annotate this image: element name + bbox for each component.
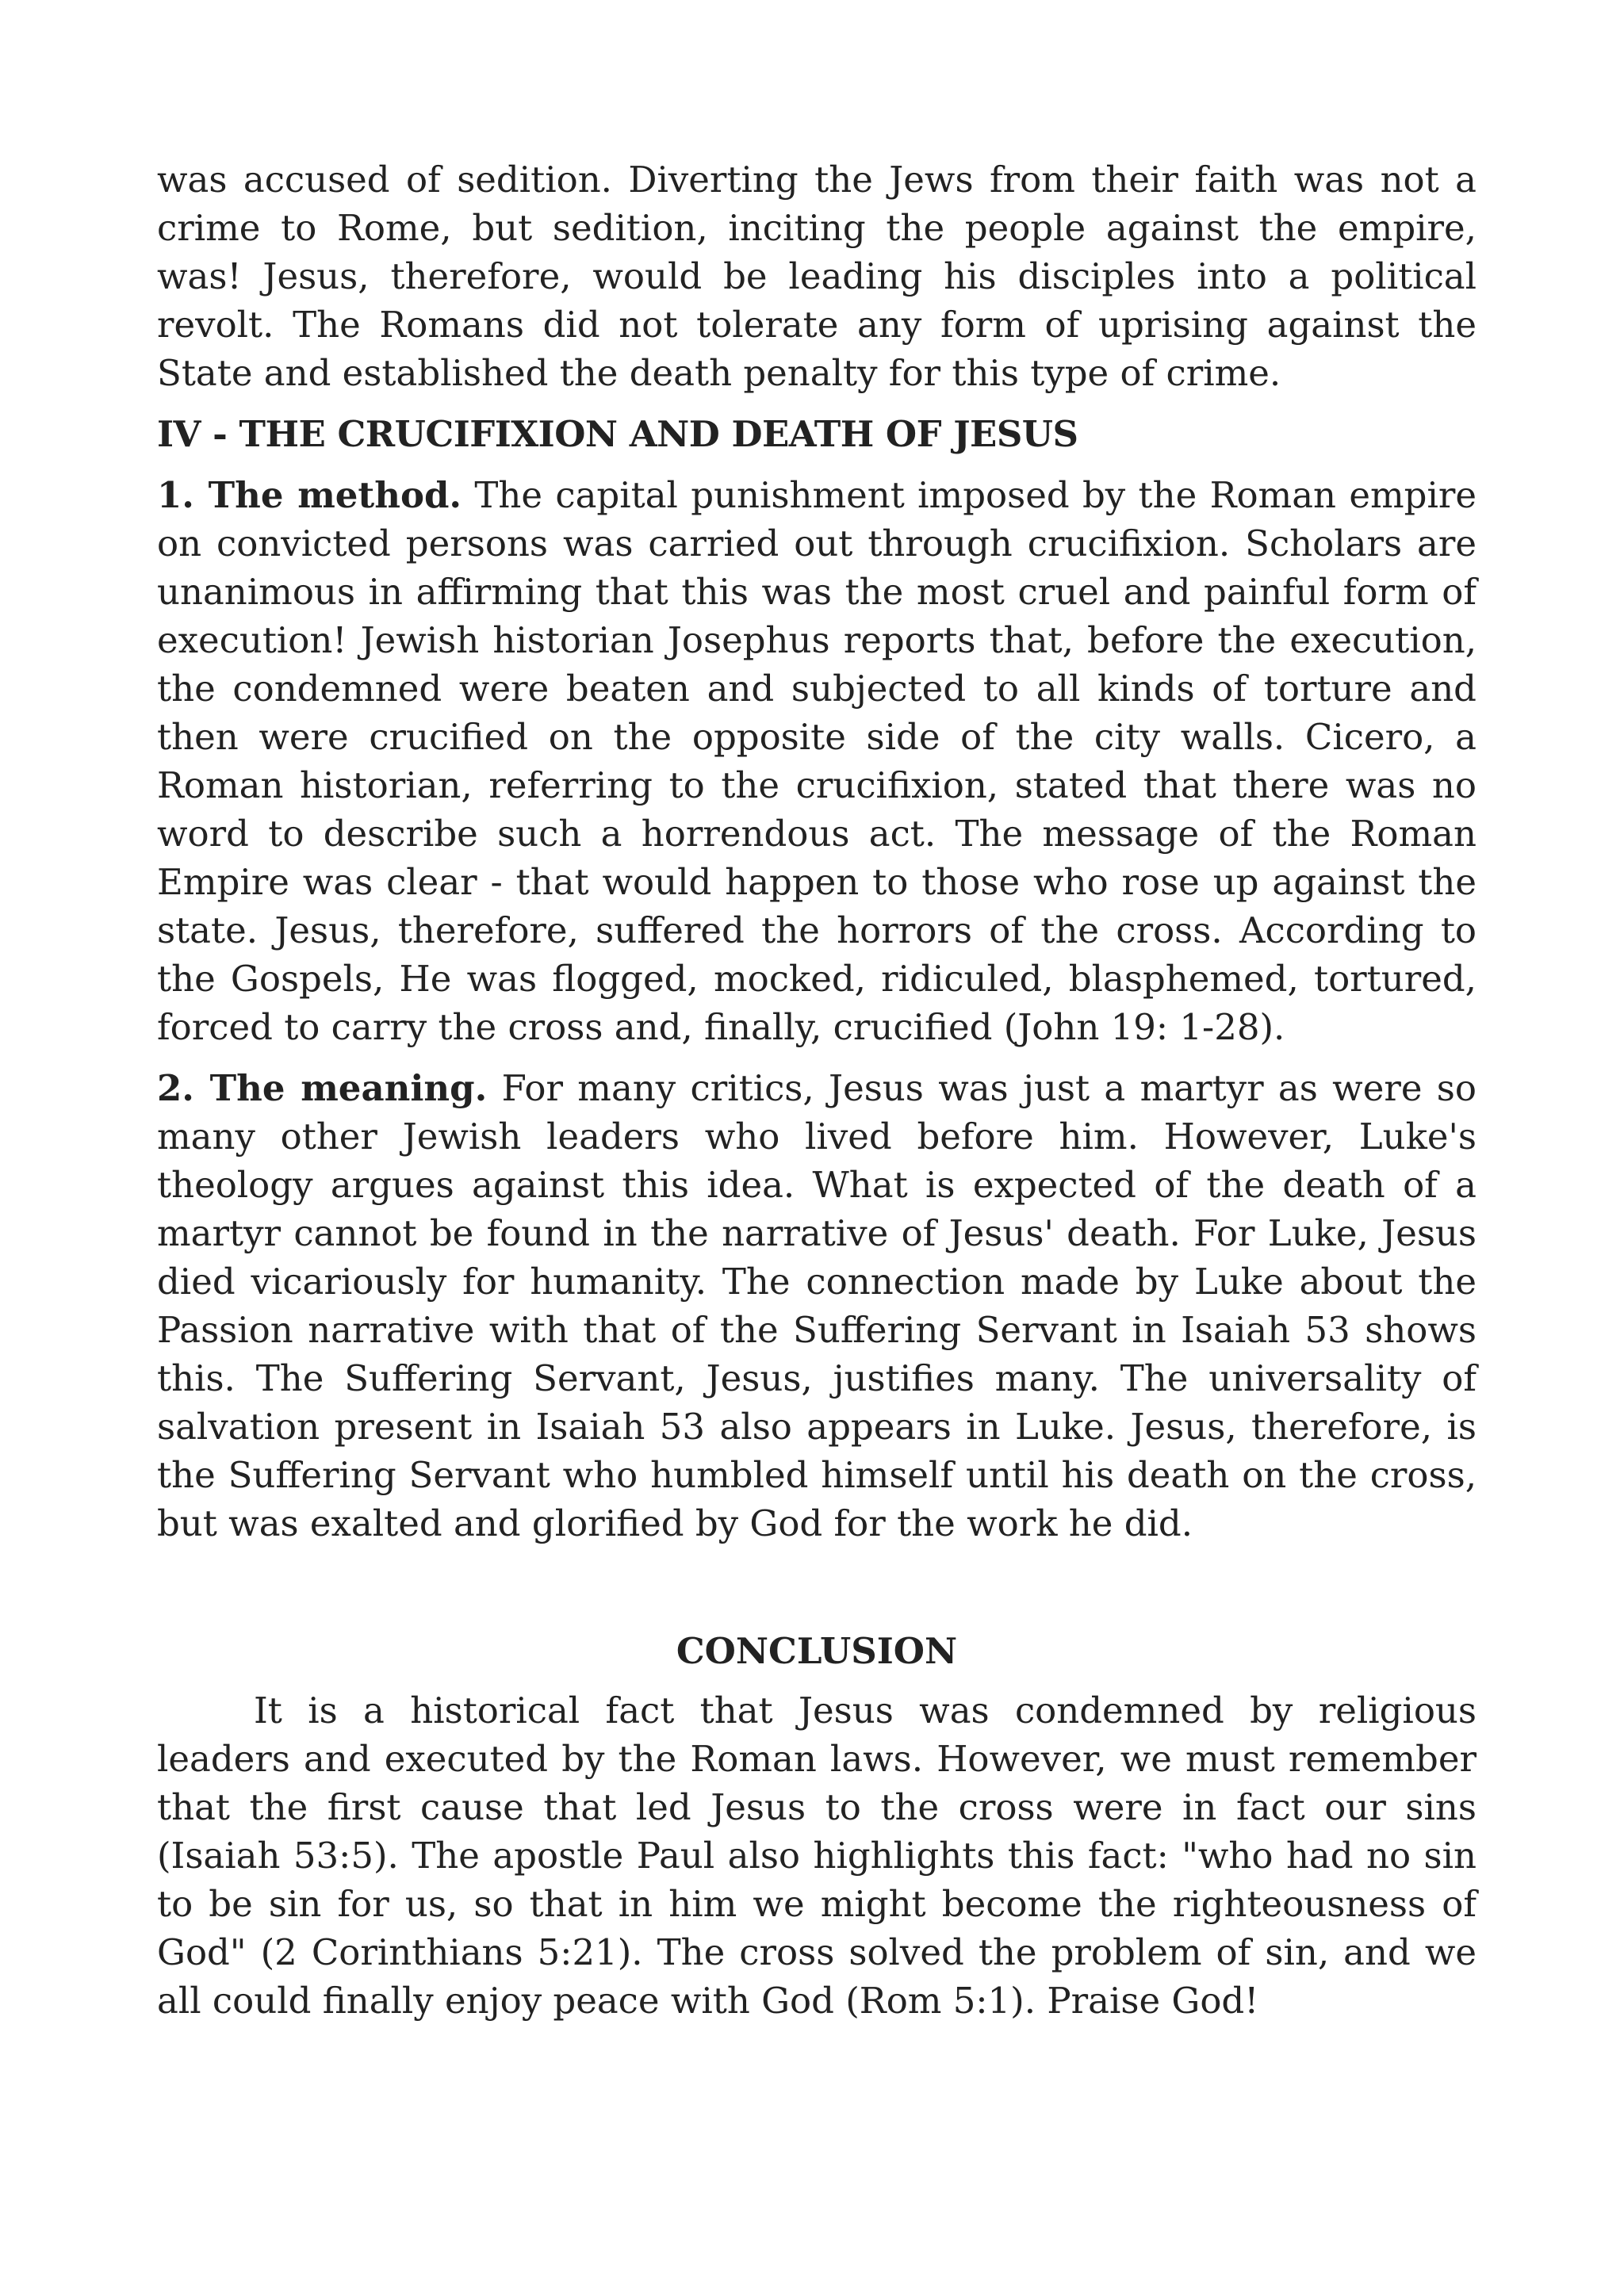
section-heading: IV - THE CRUCIFIXION AND DEATH OF JESUS xyxy=(157,413,1078,455)
meaning-lead: 2. The meaning. xyxy=(157,1067,488,1109)
document-page xyxy=(157,155,1477,2038)
conclusion-title: CONCLUSION xyxy=(676,1630,958,1672)
method-lead: 1. The method. xyxy=(157,474,462,516)
conclusion-paragraph: It is a historical fact that Jesus was condemned by religious leaders and executed by the Roman laws. However, we must remember that the first cause that led Jesus to the cross were in fact our sins (Isaiah 53:5). The apostle Paul also highlights this fact: "who had no sin to be sin for us, so that in him we might become the righteousness of God" (2 Corinthians 5:21). The cross solved the problem of sin, and we all could finally enjoy peace with God (Rom 5:1). Praise God! xyxy=(157,1689,1477,2022)
meaning-text: For many critics, Jesus was just a martyr as were so many other Jewish leaders who lived before him. However, Luke's theology argues against this idea. What is expected of the death of a martyr cannot be found in the narrative of Jesus' death. For Luke, Jesus died vicariously for humanity. The connection made by Luke about the Passion narrative with that of the Suffering Servant in Isaiah 53 shows this. The Suffering Servant, Jesus, justifies many. The universality of salvation present in Isaiah 53 also appears in Luke. Jesus, therefore, is the Suffering Servant who humbled himself until his death on the cross, but was exalted and glorified by God for the work he did. xyxy=(157,1067,1477,1544)
meaning-paragraph xyxy=(157,1064,1477,1548)
spacer xyxy=(157,1560,1477,1627)
intro-paragraph: was accused of sedition. Diverting the Jews from their faith was not a crime to Rome, but sedition, inciting the people against the empire, was! Jesus, therefore, would be leading his disciples into a political revolt. The Romans did not tolerate any form of uprising against the State and established the death penalty for this type of crime. xyxy=(157,159,1477,394)
method-text: The capital punishment imposed by the Roman empire on convicted persons was carried out through crucifixion. Scholars are unanimous in affirming that this was the most cruel and painful form of execution! Jewish historian Josephus reports that, before the execution, the condemned were beaten and subjected to all kinds of torture and then were crucified on the opposite side of the city walls. Cicero, a Roman historian, referring to the crucifixion, stated that there was no word to describe such a horrendous act. The message of the Roman Empire was clear - that would happen to those who rose up against the state. Jesus, therefore, suffered the horrors of the cross. According to the Gospels, He was flogged, mocked, ridiculed, blasphemed, tortured, forced to carry the cross and, finally, crucified (John 19: 1-28). xyxy=(157,474,1477,1048)
method-paragraph xyxy=(157,471,1477,1051)
